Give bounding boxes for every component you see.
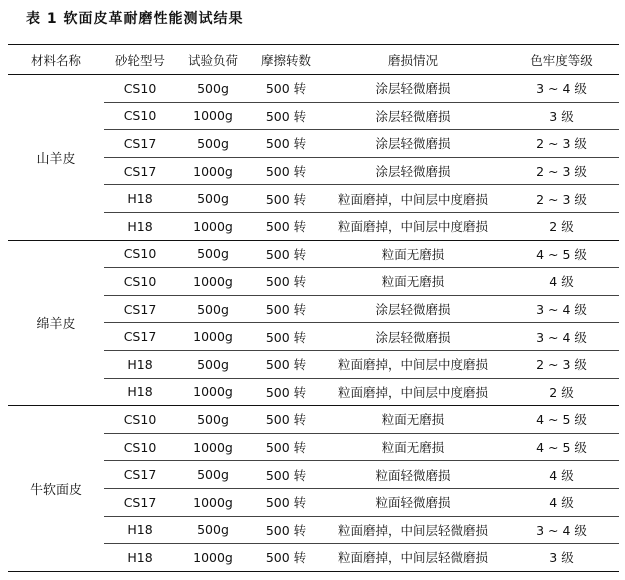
cycles-cell: 500 转 (250, 268, 322, 296)
load-cell: 1000g (176, 323, 250, 351)
fastness-cell: 3 ~ 4 级 (504, 323, 619, 351)
fastness-cell: 2 ~ 3 级 (504, 350, 619, 378)
fastness-cell: 2 ~ 3 级 (504, 130, 619, 158)
load-cell: 500g (176, 406, 250, 434)
wheel-cell: CS10 (104, 240, 176, 268)
table-row (8, 240, 619, 268)
material-cell: 牛软面皮 (8, 406, 104, 572)
fastness-cell: 4 ~ 5 级 (504, 240, 619, 268)
cycles-cell: 500 转 (250, 102, 322, 130)
wheel-cell: CS10 (104, 433, 176, 461)
load-cell: 1000g (176, 433, 250, 461)
load-cell: 1000g (176, 212, 250, 240)
wear-cell: 粒面无磨损 (322, 240, 504, 268)
cycles-cell: 500 转 (250, 378, 322, 406)
cycles-cell: 500 转 (250, 212, 322, 240)
fastness-cell: 3 ~ 4 级 (504, 75, 619, 103)
header-material: 材料名称 (8, 45, 104, 75)
wheel-cell: CS17 (104, 323, 176, 351)
wheel-cell: H18 (104, 544, 176, 572)
table-body (8, 75, 619, 572)
cycles-cell: 500 转 (250, 461, 322, 489)
cycles-cell: 500 转 (250, 433, 322, 461)
fastness-cell: 3 级 (504, 102, 619, 130)
material-cell: 绵羊皮 (8, 240, 104, 406)
cycles-cell: 500 转 (250, 323, 322, 351)
wheel-cell: CS17 (104, 295, 176, 323)
wear-cell: 涂层轻微磨损 (322, 295, 504, 323)
wear-cell: 粒面无磨损 (322, 433, 504, 461)
wheel-cell: H18 (104, 185, 176, 213)
load-cell: 1000g (176, 157, 250, 185)
wear-cell: 粒面无磨损 (322, 268, 504, 296)
wear-cell: 粒面磨掉，中间层轻微磨损 (322, 544, 504, 572)
load-cell: 500g (176, 295, 250, 323)
load-cell: 500g (176, 75, 250, 103)
material-cell: 山羊皮 (8, 75, 104, 241)
fastness-cell: 2 ~ 3 级 (504, 185, 619, 213)
wheel-cell: H18 (104, 378, 176, 406)
fastness-cell: 4 级 (504, 461, 619, 489)
wheel-cell: CS10 (104, 75, 176, 103)
cycles-cell: 500 转 (250, 130, 322, 158)
wear-cell: 粒面磨掉，中间层中度磨损 (322, 378, 504, 406)
fastness-cell: 4 ~ 5 级 (504, 406, 619, 434)
header-cycles: 摩擦转数 (250, 45, 322, 75)
wheel-cell: CS17 (104, 461, 176, 489)
cycles-cell: 500 转 (250, 75, 322, 103)
fastness-cell: 3 ~ 4 级 (504, 516, 619, 544)
wheel-cell: H18 (104, 516, 176, 544)
table-row (8, 75, 619, 103)
wheel-cell: CS10 (104, 406, 176, 434)
cycles-cell: 500 转 (250, 185, 322, 213)
wheel-cell: CS17 (104, 488, 176, 516)
fastness-cell: 4 级 (504, 488, 619, 516)
wear-cell: 粒面磨掉，中间层中度磨损 (322, 185, 504, 213)
load-cell: 500g (176, 350, 250, 378)
cycles-cell: 500 转 (250, 544, 322, 572)
cycles-cell: 500 转 (250, 240, 322, 268)
wheel-cell: H18 (104, 350, 176, 378)
wear-cell: 涂层轻微磨损 (322, 157, 504, 185)
header-load: 试验负荷 (176, 45, 250, 75)
load-cell: 1000g (176, 268, 250, 296)
load-cell: 1000g (176, 378, 250, 406)
results-table (8, 44, 619, 572)
wear-cell: 粒面轻微磨损 (322, 461, 504, 489)
header-fastness: 色牢度等级 (504, 45, 619, 75)
load-cell: 1000g (176, 544, 250, 572)
fastness-cell: 2 级 (504, 378, 619, 406)
cycles-cell: 500 转 (250, 488, 322, 516)
wheel-cell: CS10 (104, 268, 176, 296)
cycles-cell: 500 转 (250, 350, 322, 378)
cycles-cell: 500 转 (250, 295, 322, 323)
fastness-cell: 4 ~ 5 级 (504, 433, 619, 461)
wear-cell: 粒面磨掉，中间层中度磨损 (322, 212, 504, 240)
wear-cell: 粒面磨掉，中间层中度磨损 (322, 350, 504, 378)
load-cell: 500g (176, 461, 250, 489)
load-cell: 500g (176, 130, 250, 158)
load-cell: 1000g (176, 102, 250, 130)
table-title: 表 1 软面皮革耐磨性能测试结果 (26, 11, 244, 27)
wear-cell: 涂层轻微磨损 (322, 102, 504, 130)
wheel-cell: CS17 (104, 157, 176, 185)
wheel-cell: CS17 (104, 130, 176, 158)
wear-cell: 粒面轻微磨损 (322, 488, 504, 516)
wear-cell: 涂层轻微磨损 (322, 75, 504, 103)
wear-cell: 涂层轻微磨损 (322, 130, 504, 158)
cycles-cell: 500 转 (250, 516, 322, 544)
cycles-cell: 500 转 (250, 406, 322, 434)
fastness-cell: 4 级 (504, 268, 619, 296)
load-cell: 500g (176, 516, 250, 544)
header-row (8, 45, 619, 75)
fastness-cell: 3 级 (504, 544, 619, 572)
fastness-cell: 2 级 (504, 212, 619, 240)
cycles-cell: 500 转 (250, 157, 322, 185)
wheel-cell: CS10 (104, 102, 176, 130)
wheel-cell: H18 (104, 212, 176, 240)
wear-cell: 涂层轻微磨损 (322, 323, 504, 351)
header-wheel: 砂轮型号 (104, 45, 176, 75)
fastness-cell: 3 ~ 4 级 (504, 295, 619, 323)
table-row (8, 406, 619, 434)
load-cell: 500g (176, 185, 250, 213)
header-wear: 磨损情况 (322, 45, 504, 75)
wear-cell: 粒面磨掉，中间层轻微磨损 (322, 516, 504, 544)
fastness-cell: 2 ~ 3 级 (504, 157, 619, 185)
wear-cell: 粒面无磨损 (322, 406, 504, 434)
load-cell: 1000g (176, 488, 250, 516)
load-cell: 500g (176, 240, 250, 268)
